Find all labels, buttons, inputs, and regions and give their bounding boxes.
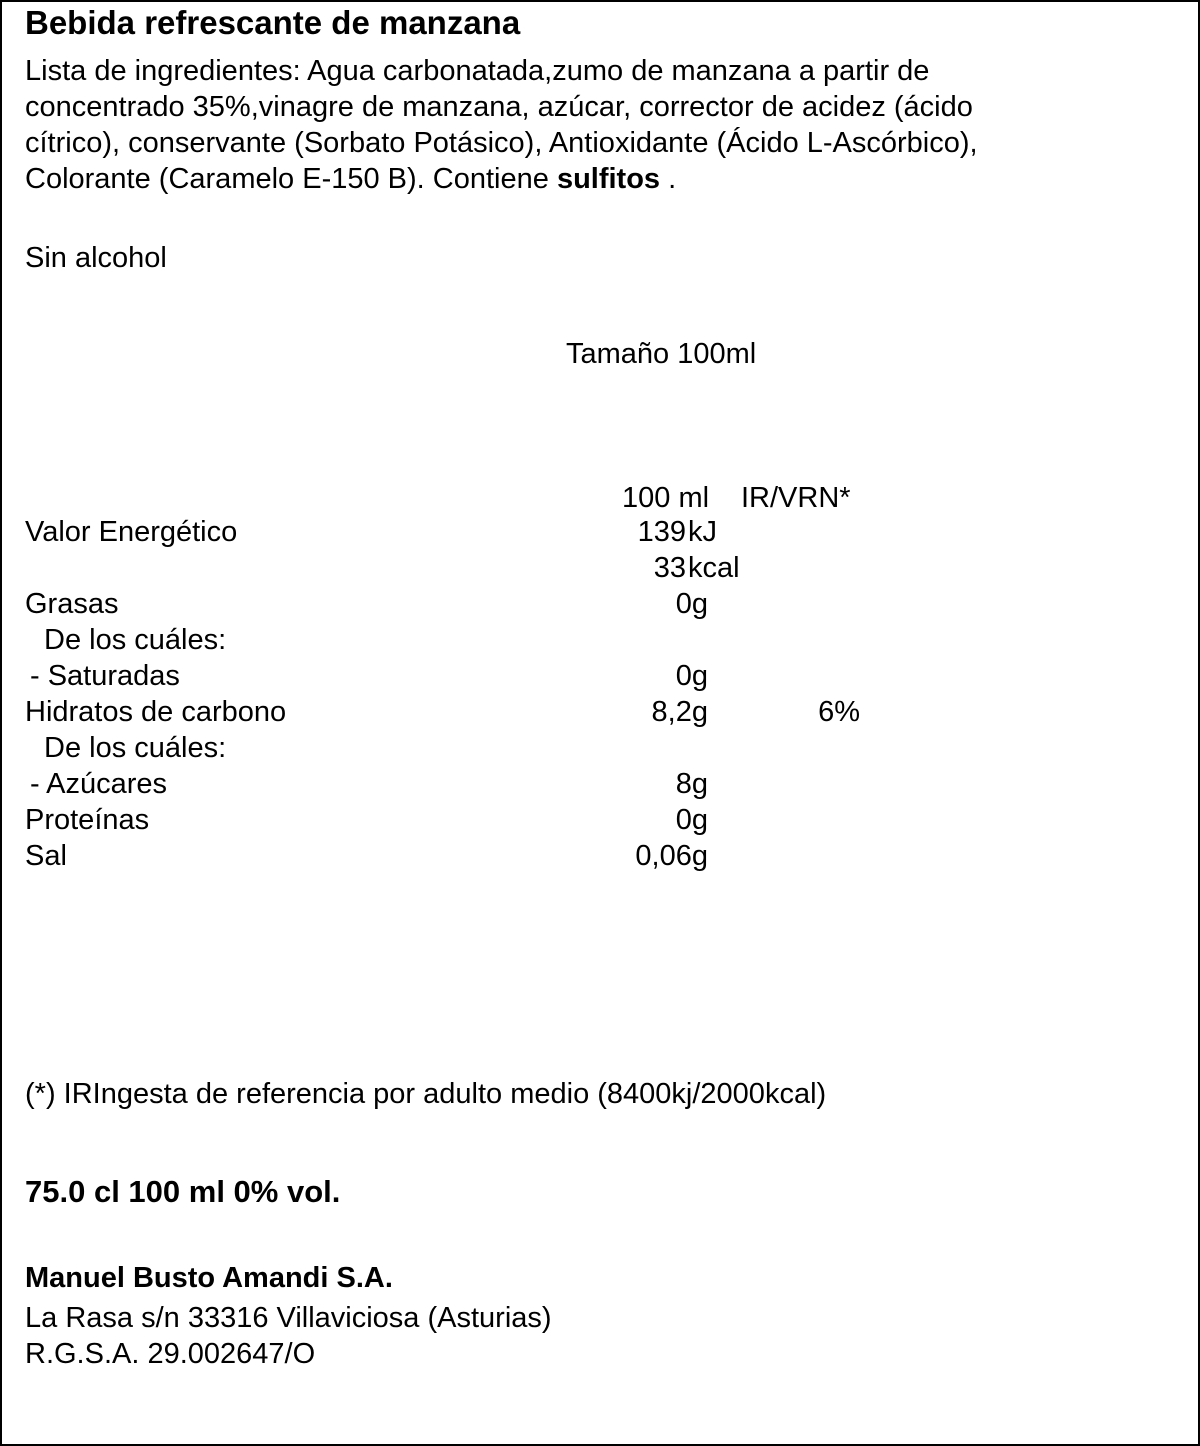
ingredients-line: cítrico), conservante (Sorbato Potásico), Antioxidante (Ácido L-Ascórbico), — [25, 127, 978, 159]
fat-label: Grasas — [25, 588, 119, 620]
salt-label: Sal — [25, 840, 67, 872]
column-header-per-100ml: 100 ml — [622, 482, 710, 514]
carbs-of-which-label: De los cuáles: — [44, 732, 227, 764]
ingredients-line: concentrado 35%,vinagre de manzana, azúcar, corrector de acidez (ácido — [25, 91, 973, 123]
ingredients-text-end: . — [660, 163, 677, 195]
volume-statement: 75.0 cl 100 ml 0% vol. — [25, 1174, 341, 1209]
energy-kj-unit: kJ — [688, 516, 717, 548]
energy-kcal-unit: kcal — [688, 552, 740, 584]
protein-value: 0g — [675, 804, 708, 836]
column-header-ir-vrn: IR/VRN* — [741, 482, 851, 514]
salt-value: 0,06g — [635, 840, 708, 872]
ingredients-line — [25, 161, 1175, 197]
registration-number: R.G.S.A. 29.002647/O — [25, 1338, 316, 1370]
product-title: Bebida refrescante de manzana — [25, 4, 521, 41]
sugars-value: 8g — [675, 768, 708, 800]
ingredients-line: Lista de ingredientes: Agua carbonatada,zumo de manzana a partir de — [25, 55, 930, 87]
company-name: Manuel Busto Amandi S.A. — [25, 1262, 393, 1294]
carbs-label: Hidratos de carbono — [25, 696, 287, 728]
saturated-value: 0g — [675, 660, 708, 692]
energy-kj-value: 139 — [637, 516, 686, 548]
reference-intake-footnote: (*) IRIngesta de referencia por adulto medio (8400kj/2000kcal) — [25, 1078, 827, 1110]
sugars-label: - Azúcares — [30, 768, 167, 800]
company-address: La Rasa s/n 33316 Villaviciosa (Asturias) — [25, 1302, 552, 1334]
alcohol-statement: Sin alcohol — [25, 242, 167, 274]
portion-size: Tamaño 100ml — [566, 338, 757, 370]
energy-label: Valor Energético — [25, 516, 238, 548]
energy-kcal-value: 33 — [653, 552, 686, 584]
fat-of-which-label: De los cuáles: — [44, 624, 227, 656]
ingredients-list — [25, 53, 1175, 197]
ingredients-text: Colorante (Caramelo E-150 B). Contiene — [25, 163, 557, 195]
fat-value: 0g — [675, 588, 708, 620]
protein-label: Proteínas — [25, 804, 150, 836]
carbs-value: 8,2g — [651, 696, 708, 728]
carbs-ir-value: 6% — [818, 696, 860, 728]
allergen-sulfitos: sulfitos — [556, 163, 661, 195]
saturated-label: - Saturadas — [30, 660, 180, 692]
